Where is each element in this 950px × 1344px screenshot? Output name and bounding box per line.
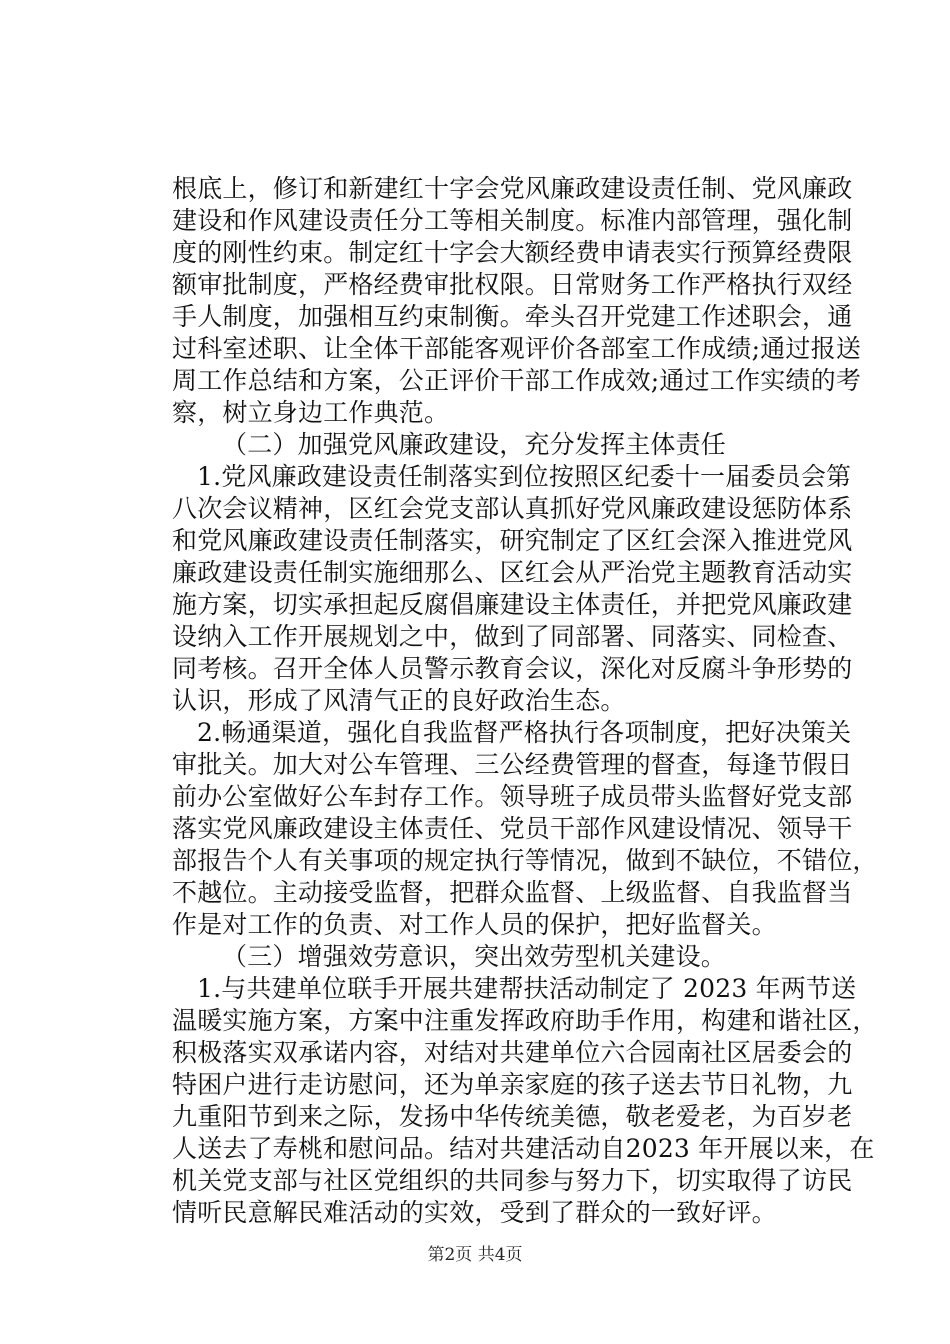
text-line: 手人制度，加强相互约束制衡。牵头召开党建工作述职会，通 — [172, 302, 853, 331]
text-line: 机关党支部与社区党组织的共同参与努力下，切实取得了访民 — [172, 1166, 853, 1195]
text-line: 九重阳节到来之际，发扬中华传统美德，敬老爱老，为百岁老 — [172, 1102, 853, 1131]
text-line: 不越位。主动接受监督，把群众监督、上级监督、自我监督当 — [172, 878, 853, 907]
text-line: 同考核。召开全体人员警示教育会议，深化对反腐斗争形势的 — [172, 654, 853, 683]
paragraph-start: 2.畅通渠道，强化自我监督严格执行各项制度，把好决策关 — [197, 718, 852, 747]
text-line: 积极落实双承诺内容，对结对共建单位六合园南社区居委会的 — [172, 1038, 853, 1067]
text-line: 廉政建设责任制实施细那么、区红会从严治党主题教育活动实 — [172, 558, 853, 587]
text-line: 部报告个人有关事项的规定执行等情况，做到不缺位，不错位， — [172, 846, 878, 875]
paragraph-start: 1.与共建单位联手开展共建帮扶活动制定了 2023 年两节送 — [197, 974, 857, 1003]
text-line: 情听民意解民难活动的实效，受到了群众的一致好评。 — [172, 1198, 777, 1227]
section-heading: （二）加强党风廉政建设，充分发挥主体责任 — [222, 430, 727, 459]
text-line: 特困户进行走访慰问，还为单亲家庭的孩子送去节日礼物，九 — [172, 1070, 853, 1099]
section-heading: （三）增强效劳意识，突出效劳型机关建设。 — [222, 942, 727, 971]
text-line: 建设和作风建设责任分工等相关制度。标准内部管理，强化制 — [172, 206, 853, 235]
paragraph-start: 1.党风廉政建设责任制落实到位按照区纪委十一届委员会第 — [197, 462, 852, 491]
text-line: 认识，形成了风清气正的良好政治生态。 — [172, 686, 626, 715]
text-line: 根底上，修订和新建红十字会党风廉政建设责任制、党风廉政 — [172, 174, 853, 203]
text-line: 额审批制度，严格经费审批权限。日常财务工作严格执行双经 — [172, 270, 853, 299]
text-line: 审批关。加大对公车管理、三公经费管理的督查，每逢节假日 — [172, 750, 853, 779]
text-line: 作是对工作的负责、对工作人员的保护，把好监督关。 — [172, 910, 777, 939]
page-footer: 第2页 共4页 — [427, 1245, 523, 1265]
text-line: 度的刚性约束。制定红十字会大额经费申请表实行预算经费限 — [172, 238, 853, 267]
text-line: 人送去了寿桃和慰问品。结对共建活动自2023 年开展以来，在 — [172, 1134, 875, 1163]
text-line: 落实党风廉政建设主体责任、党员干部作风建设情况、领导干 — [172, 814, 853, 843]
text-line: 周工作总结和方案，公正评价干部工作成效;通过工作实绩的考 — [172, 366, 862, 395]
text-line: 设纳入工作开展规划之中，做到了同部署、同落实、同检查、 — [172, 622, 853, 651]
text-line: 施方案，切实承担起反腐倡廉建设主体责任，并把党风廉政建 — [172, 590, 853, 619]
text-line: 过科室述职、让全体干部能客观评价各部室工作成绩;通过报送 — [172, 334, 862, 363]
text-line: 前办公室做好公车封存工作。领导班子成员带头监督好党支部 — [172, 782, 853, 811]
text-line: 和党风廉政建设责任制落实，研究制定了区红会深入推进党风 — [172, 526, 853, 555]
text-line: 八次会议精神，区红会党支部认真抓好党风廉政建设惩防体系 — [172, 494, 853, 523]
text-line: 温暖实施方案，方案中注重发挥政府助手作用，构建和谐社区， — [172, 1006, 878, 1035]
text-line: 察，树立身边工作典范。 — [172, 398, 450, 427]
